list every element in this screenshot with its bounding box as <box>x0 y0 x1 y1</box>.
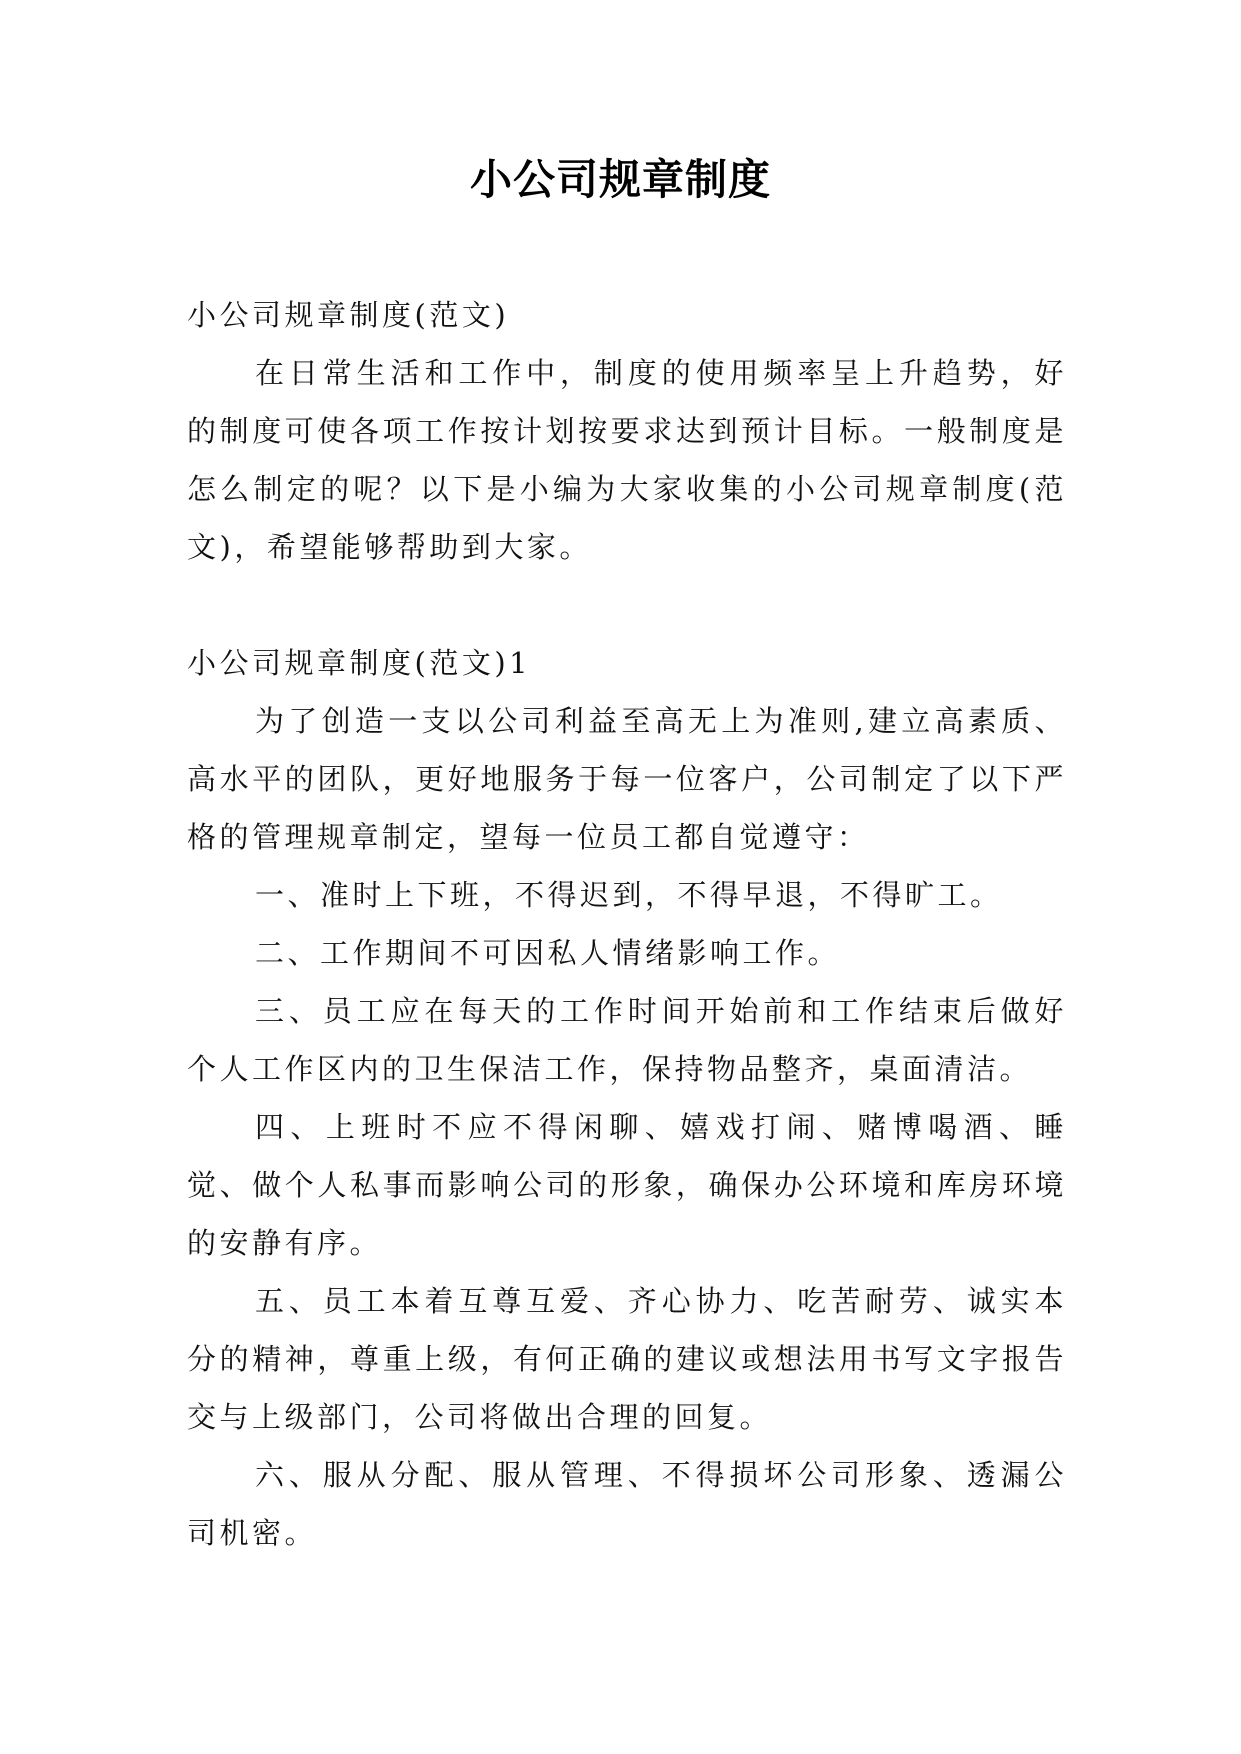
rule-item: 四、上班时不应不得闲聊、嬉戏打闹、赌博喝酒、睡觉、做个人私事而影响公司的形象，确保办公环境和库房环境的安静有序。 <box>187 1110 1067 1260</box>
rule-item: 二、工作期间不可因私人情绪影响工作。 <box>255 936 841 970</box>
document-body <box>187 286 1067 1562</box>
section-intro-paragraph: 为了创造一支以公司利益至高无上为准则,建立高素质、高水平的团队，更好地服务于每一位客户，公司制定了以下严格的管理规章制定，望每一位员工都自觉遵守： <box>187 704 1067 854</box>
rule-item: 三、员工应在每天的工作时间开始前和工作结束后做好个人工作区内的卫生保洁工作，保持物品整齐，桌面清洁。 <box>187 994 1067 1086</box>
section-spacer <box>187 576 1067 634</box>
rule-item: 一、准时上下班，不得迟到，不得早退，不得旷工。 <box>255 878 1003 912</box>
section-heading: 小公司规章制度(范文)1 <box>187 646 532 680</box>
rule-item: 六、服从分配、服从管理、不得损坏公司形象、透漏公司机密。 <box>187 1458 1067 1550</box>
intro-heading: 小公司规章制度(范文) <box>187 298 510 332</box>
document-title: 小公司规章制度 <box>469 155 771 204</box>
rule-item: 五、员工本着互尊互爱、齐心协力、吃苦耐劳、诚实本分的精神，尊重上级，有何正确的建议或想法用书写文字报告交与上级部门，公司将做出合理的回复。 <box>187 1284 1067 1434</box>
intro-paragraph: 在日常生活和工作中，制度的使用频率呈上升趋势，好的制度可使各项工作按计划按要求达到预计目标。一般制度是怎么制定的呢？以下是小编为大家收集的小公司规章制度(范文)，希望能够帮助到大家。 <box>187 356 1067 564</box>
